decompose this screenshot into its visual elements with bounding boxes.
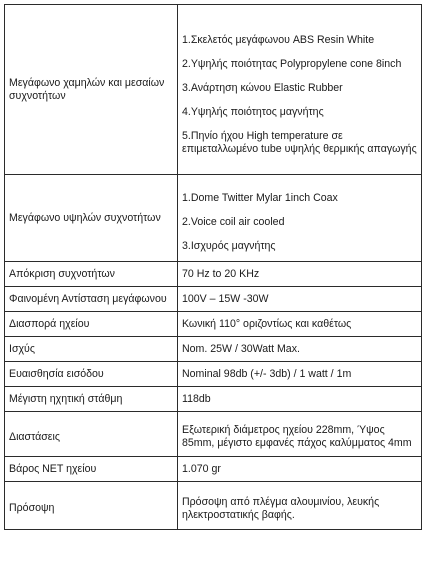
table-row: [5, 482, 422, 530]
spec-label-power: Ισχύς: [5, 337, 178, 362]
spec-value-frequency-response: 70 Hz to 20 KHz: [178, 262, 422, 287]
table-row: [5, 175, 422, 262]
woofer-item-5: 5.Πηνίο ήχου High temperature σε επιμεταλλωμένο tube υψηλής θερμικής απαγωγής: [182, 129, 417, 155]
tweeter-item-1: 1.Dome Twitter Mylar 1inch Coax: [182, 191, 338, 204]
tweeter-item-3: 3.Ισχυρός μαγνήτης: [182, 239, 276, 252]
spec-value-front: Πρόσοψη από πλέγμα αλουμινίου, λευκής ηλεκτροστατικής βαφής.: [178, 482, 422, 530]
spec-label-front: Πρόσοψη: [5, 482, 178, 530]
spec-value-weight: 1.070 gr: [178, 457, 422, 482]
table-row: [5, 387, 422, 412]
spec-label-impedance: Φαινομένη Αντίσταση μεγάφωνου: [5, 287, 178, 312]
woofer-item-3: 3.Ανάρτηση κώνου Elastic Rubber: [182, 81, 343, 94]
spec-value-woofer: [178, 5, 422, 175]
table-row: [5, 262, 422, 287]
tweeter-item-2: 2.Voice coil air cooled: [182, 215, 285, 228]
spec-value-impedance: 100V – 15W -30W: [178, 287, 422, 312]
table-row: [5, 457, 422, 482]
spec-label-dimensions: Διαστάσεις: [5, 412, 178, 457]
table-row: [5, 412, 422, 457]
spec-value-dispersion: Κωνική 110° οριζοντίως και καθέτως: [178, 312, 422, 337]
spec-label-tweeter: Μεγάφωνο υψηλών συχνοτήτων: [5, 175, 178, 262]
table-row: [5, 287, 422, 312]
spec-label-max-spl: Μέγιστη ηχητική στάθμη: [5, 387, 178, 412]
spec-label-sensitivity: Ευαισθησία εισόδου: [5, 362, 178, 387]
spec-value-max-spl: 118db: [178, 387, 422, 412]
woofer-item-2: 2.Υψηλής ποιότητας Polypropylene cone 8inch: [182, 57, 402, 70]
woofer-item-1: 1.Σκελετός μεγάφωνου ABS Resin White: [182, 33, 375, 46]
table-row: [5, 337, 422, 362]
table-row: [5, 362, 422, 387]
spec-value-tweeter: [178, 175, 422, 262]
spec-label-weight: Βάρος NET ηχείου: [5, 457, 178, 482]
spec-value-sensitivity: Nominal 98db (+/- 3db) / 1 watt / 1m: [178, 362, 422, 387]
spec-value-dimensions: Εξωτερική διάμετρος ηχείου 228mm, Ύψος 85mm, μέγιστο εμφανές πάχος καλύμματος 4mm: [178, 412, 422, 457]
table-row: [5, 312, 422, 337]
woofer-item-4: 4.Υψηλής ποιότητος μαγνήτης: [182, 105, 324, 118]
spec-label-frequency-response: Απόκριση συχνοτήτων: [5, 262, 178, 287]
spec-label-dispersion: Διασπορά ηχείου: [5, 312, 178, 337]
spec-label-woofer: Μεγάφωνο χαμηλών και μεσαίων συχνοτήτων: [5, 5, 178, 175]
specifications-table: [4, 4, 422, 530]
table-row: [5, 5, 422, 175]
spec-value-power: Nom. 25W / 30Watt Max.: [178, 337, 422, 362]
